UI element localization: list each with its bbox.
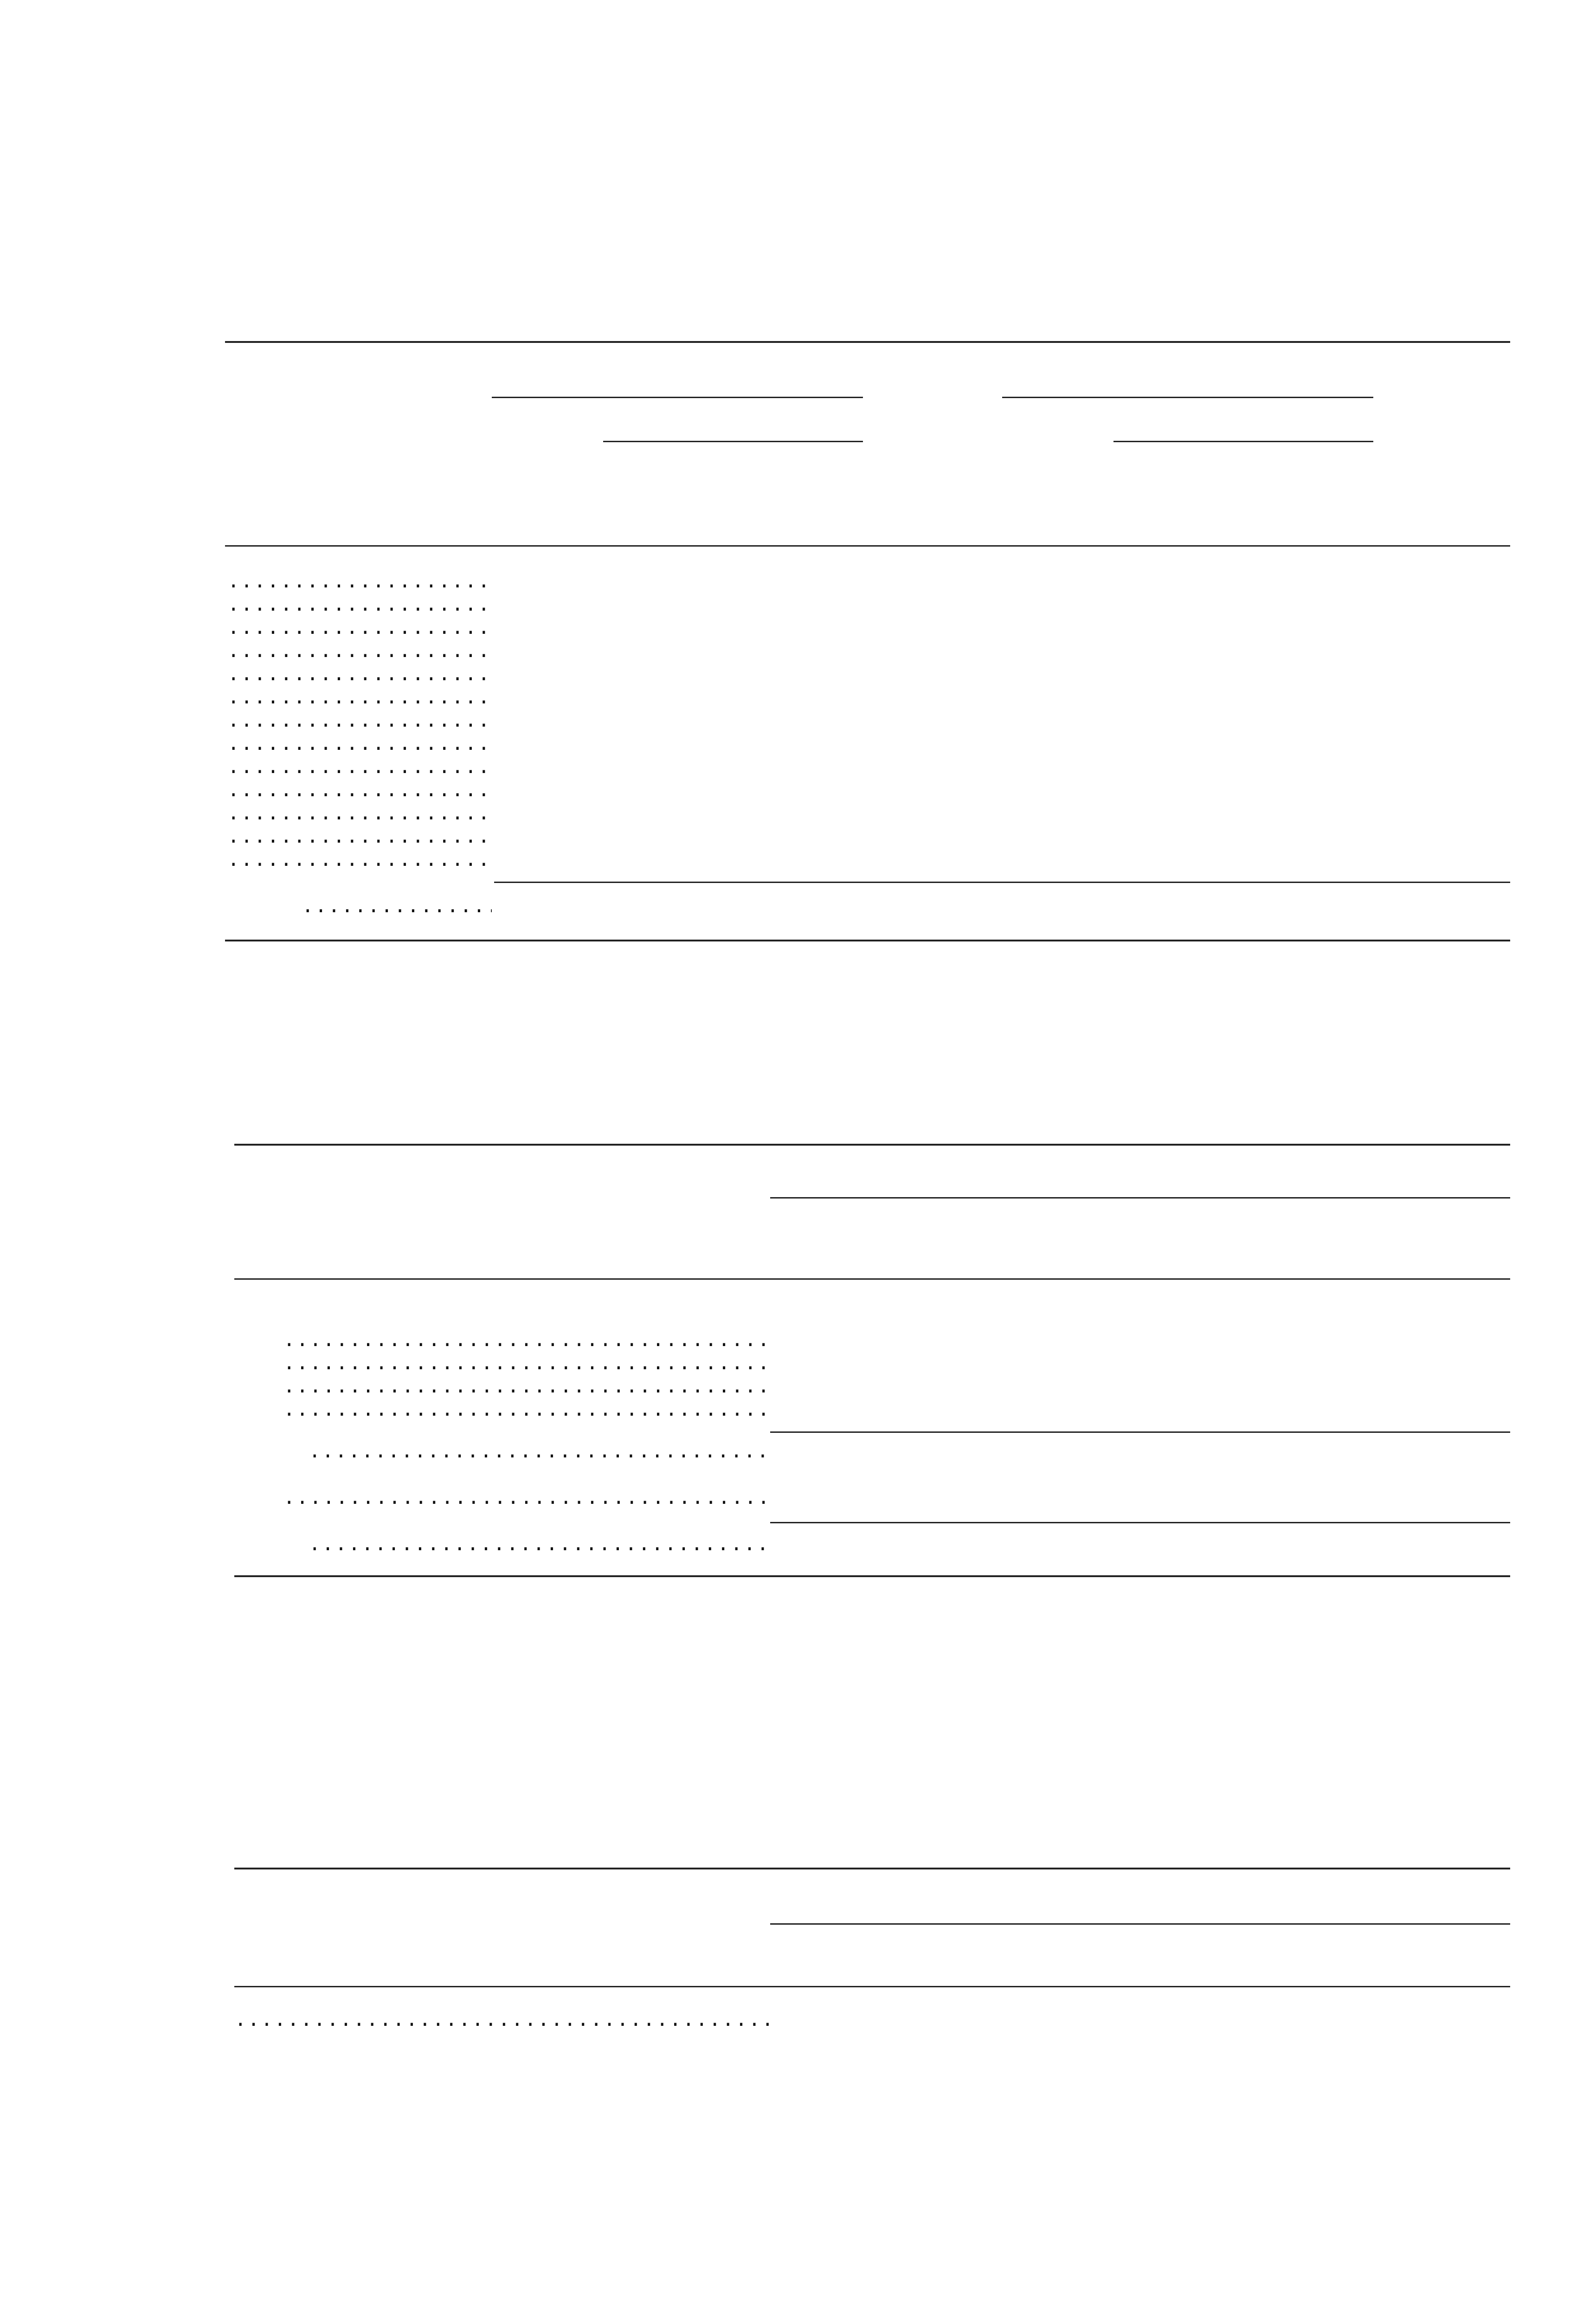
total-label: [302, 896, 492, 919]
table18-top-rule: [225, 341, 1510, 343]
table18-header-rule: [225, 545, 1510, 547]
row-label: [283, 1376, 766, 1399]
row-label: [227, 594, 492, 617]
table-row: [227, 617, 1512, 640]
table19-top-rule: [234, 1144, 1510, 1146]
row-label: [227, 780, 492, 803]
table-row: [232, 1399, 1512, 1422]
table18-production-1966-rule: [1113, 441, 1373, 442]
running-header: [218, 167, 1517, 200]
table18-year2-rule: [1002, 397, 1373, 398]
row-label: [283, 1399, 766, 1422]
table18-production-1965-rule: [603, 441, 863, 442]
row-label: [309, 1441, 766, 1464]
table20-year-rule: [770, 1923, 1510, 1925]
table-row: [227, 780, 1512, 803]
table19-subtotal-rule: [770, 1431, 1510, 1433]
table-row: [227, 803, 1512, 826]
table-row: [227, 594, 1512, 617]
table-row: [227, 571, 1512, 594]
row-label: [227, 826, 492, 849]
group-heading: [232, 1464, 1512, 1487]
row-label: [227, 803, 492, 826]
table-row: [232, 1376, 1512, 1399]
table-row: [234, 2009, 1510, 2032]
row-label: [227, 756, 492, 780]
group-heading: [232, 1306, 1512, 1329]
table-row: [227, 710, 1512, 733]
table19-header-rule: [234, 1278, 1510, 1280]
row-label: [227, 664, 492, 687]
row-label: [227, 710, 492, 733]
table-row: [232, 1353, 1512, 1376]
table-row: [227, 640, 1512, 664]
table19-year-rule: [770, 1197, 1510, 1199]
table-row: [232, 1329, 1512, 1353]
row-label: [227, 571, 492, 594]
table-row: [227, 733, 1512, 756]
row-label: [234, 2009, 772, 2032]
row-label: [283, 1487, 766, 1510]
row-label: [283, 1353, 766, 1376]
table19-grand-total: [232, 1534, 1512, 1561]
table-row: [227, 826, 1512, 849]
row-label: [227, 849, 492, 872]
table19-bottom-rule: [234, 1575, 1510, 1577]
table19-grandtotal-rule: [770, 1522, 1510, 1523]
table-row-total-commercial: [232, 1441, 1512, 1464]
row-label: [227, 733, 492, 756]
table20-header-rule: [234, 1986, 1510, 1987]
table-row: [232, 1487, 1512, 1510]
table20-top-rule: [234, 1868, 1510, 1869]
row-label: [309, 1534, 766, 1557]
table18-year1-rule: [492, 397, 863, 398]
table-row: [227, 687, 1512, 710]
table-row: [227, 756, 1512, 780]
table18-bottom-rule: [225, 940, 1510, 941]
row-label: [227, 640, 492, 664]
table18-total: [227, 896, 1512, 923]
table-row-total: [227, 896, 1512, 919]
row-label: [227, 617, 492, 640]
table-row: [227, 664, 1512, 687]
row-label: [283, 1329, 766, 1353]
table-row: [227, 849, 1512, 872]
table18-body: [227, 571, 1512, 896]
row-label: [227, 687, 492, 710]
table-row-grand-total: [232, 1534, 1512, 1557]
table18-total-rule: [494, 882, 1510, 883]
table20-body: [234, 2009, 1510, 2176]
